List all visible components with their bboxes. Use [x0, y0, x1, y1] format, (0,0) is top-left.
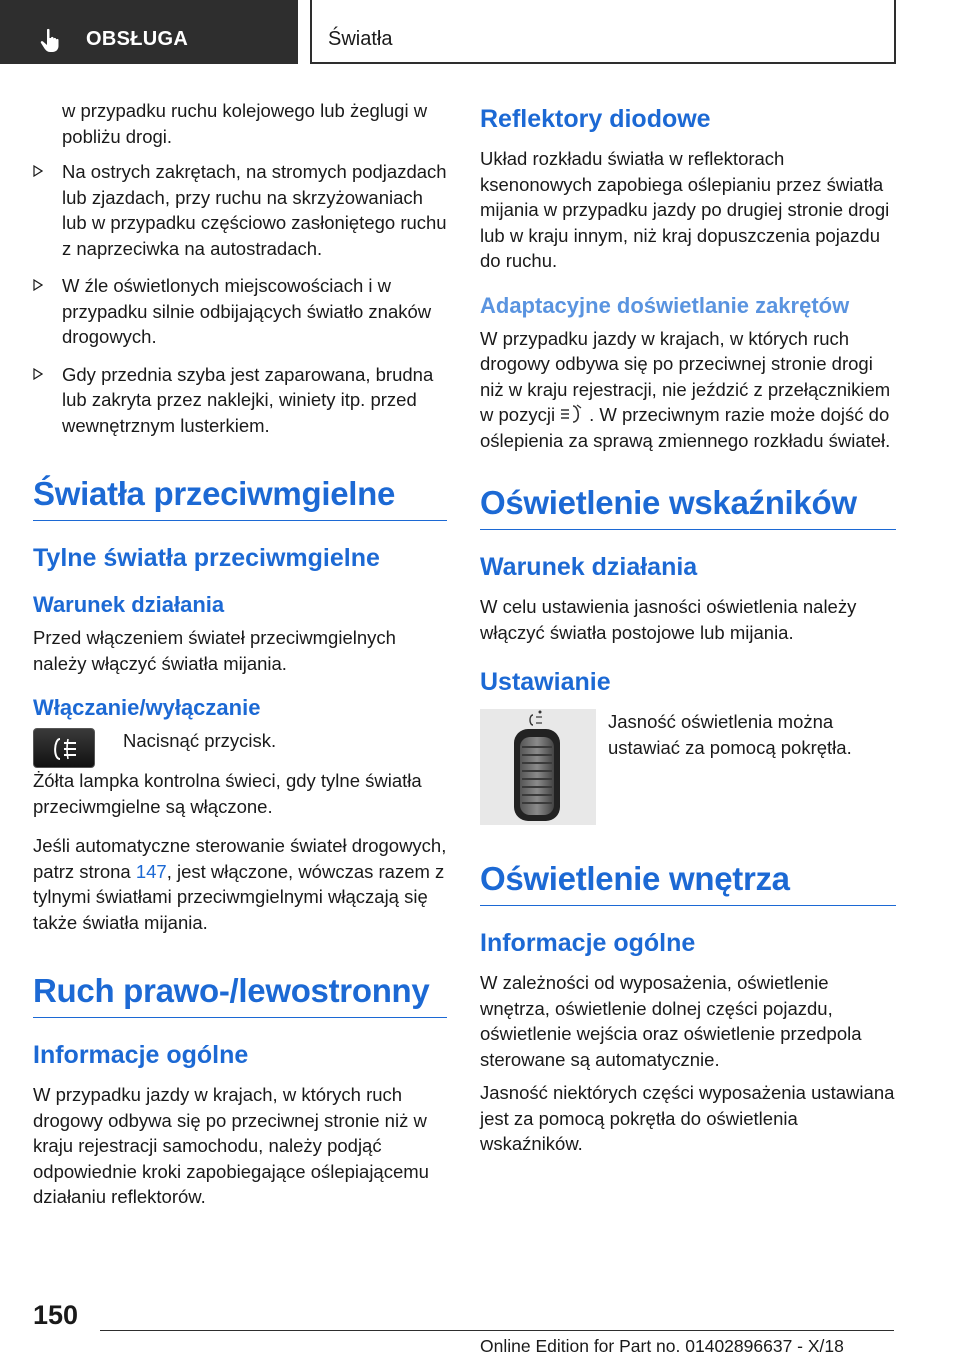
press-button-text: Nacisnąć przycisk.: [123, 730, 277, 751]
header-section-tab: [0, 0, 298, 64]
dimmer-row: [480, 709, 896, 825]
rear-fog-light-icon: [50, 735, 80, 763]
heading-fog-onoff: Włączanie/wyłączanie: [33, 695, 261, 720]
fog-condition-text: Przed włączeniem świateł przeciwmgielnych należy włączyć światła mijania.: [33, 627, 396, 674]
rear-fog-button-image: [33, 728, 95, 768]
heading-adjusting: Ustawianie: [480, 668, 611, 696]
fog-button-row: [33, 728, 447, 768]
heading-adaptive-cornering: Adaptacyjne doświetlanie zakrętów: [480, 292, 850, 318]
heading-instrument-condition: Warunek działania: [480, 553, 698, 581]
interior-text-1: W zależności od wyposażenia, oświetlenie wnętrza, oświetlenie dolnej części pojazdu, oświetlenie wejścia oraz oświetlenie przedpola sterowane są automatycznie.: [480, 972, 862, 1070]
interior-text-2: Jasność niektórych części wyposażenia ustawiana jest za pomocą pokrętła do oświetlenia wskaźników.: [480, 1082, 895, 1154]
triangle-bullet-icon: [33, 165, 43, 177]
auto-headlight-text: Jeśli automatyczne sterowanie świateł drogowych, patrz strona 147, jest włączone, wówczas razem z tylnymi światłami przeciwmgielnymi włączają się także światła mijania.: [33, 835, 447, 933]
header-title-box: [310, 0, 896, 64]
hand-pointer-icon: [38, 27, 64, 53]
footer-divider: [100, 1330, 894, 1331]
led-headlights-text: Układ rozkładu światła w reflektorach ksenonowych zapobiega oślepianiu przez światła mijania w przypadku jazdy po drugiej stronie drogi lub w kraju innym, niż kraj dopuszczenia pojazdu do ruchu.: [480, 148, 890, 271]
header-section-label: OBSŁUGA: [86, 28, 189, 50]
triangle-bullet-icon: [33, 279, 43, 291]
left-column: [33, 98, 447, 1218]
header-title: Światła: [328, 28, 393, 50]
instrument-condition-text: W celu ustawienia jasności oświetlenia należy włączyć światła postojowe lub mijania.: [480, 596, 857, 643]
traffic-general-text: W przypadku jazdy w krajach, w których ruch drogowy odbywa się po przeciwnej stronie niż w kraju rejestracji samochodu, należy podjąć odpowiednie kroki zapobiegające oślepiającemu działaniu reflektorów.: [33, 1084, 429, 1207]
triangle-bullet-icon: [33, 368, 43, 380]
heading-led-headlights: Reflektory diodowe: [480, 105, 711, 133]
adaptive-cornering-text: W przypadku jazdy w krajach, w których ruch drogowy odbywa się po przeciwnej stronie drogi niż w kraju rejestracji, nie jeździć z przełącznikiem w pozycji . W przeciwnym razie może dojść do oślepienia za sprawą zmiennego rozkładu świateł.: [480, 327, 891, 451]
heading-rear-fog-lights: Tylne światła przeciwmgielne: [33, 544, 380, 572]
heading-traffic-general: Informacje ogólne: [33, 1041, 249, 1069]
page-number: 150: [33, 1300, 79, 1330]
right-column: [480, 98, 896, 1165]
heading-interior-general: Informacje ogólne: [480, 929, 696, 957]
indicator-lamp-text: Żółta lampka kontrolna świeci, gdy tylne światła przeciwmgielne są włączone.: [33, 770, 422, 817]
heading-interior-lighting: Oświetlenie wnętrza: [480, 859, 896, 906]
bullet-list: [33, 159, 447, 438]
page-link-147[interactable]: 147: [135, 860, 167, 882]
heading-fog-lights: Światła przeciwmgielne: [33, 474, 447, 521]
footer-edition: Online Edition for Part no. 01402896637 - X/18: [480, 1336, 844, 1356]
dimmer-wheel-image: [480, 709, 596, 825]
heading-traffic-side: Ruch prawo-/lewostronny: [33, 971, 447, 1018]
adaptive-light-switch-icon: [559, 403, 585, 425]
list-item: Na ostrych zakrętach, na stromych podjazdach lub zjazdach, przy ruchu na skrzyżowaniach lub w przypadku częściowo zasłoniętego ruchu z naprzeciwka na autostradach.: [33, 159, 447, 261]
heading-instrument-lighting: Oświetlenie wskaźników: [480, 483, 896, 530]
thumbwheel-icon: [480, 709, 596, 825]
adjusting-text: Jasność oświetlenia można ustawiać za pomocą pokrętła.: [608, 711, 852, 758]
heading-fog-condition: Warunek działania: [33, 592, 225, 617]
continued-bullet-text: w przypadku ruchu kolejowego lub żeglugi w pobliżu drogi.: [62, 100, 428, 147]
list-item: W źle oświetlonych miejscowościach i w przypadku silnie odbijających światło znaków drogowych.: [33, 273, 447, 350]
list-item: Gdy przednia szyba jest zaparowana, brudna lub zakryta przez naklejki, winiety itp. przed wewnętrznym lusterkiem.: [33, 362, 447, 439]
